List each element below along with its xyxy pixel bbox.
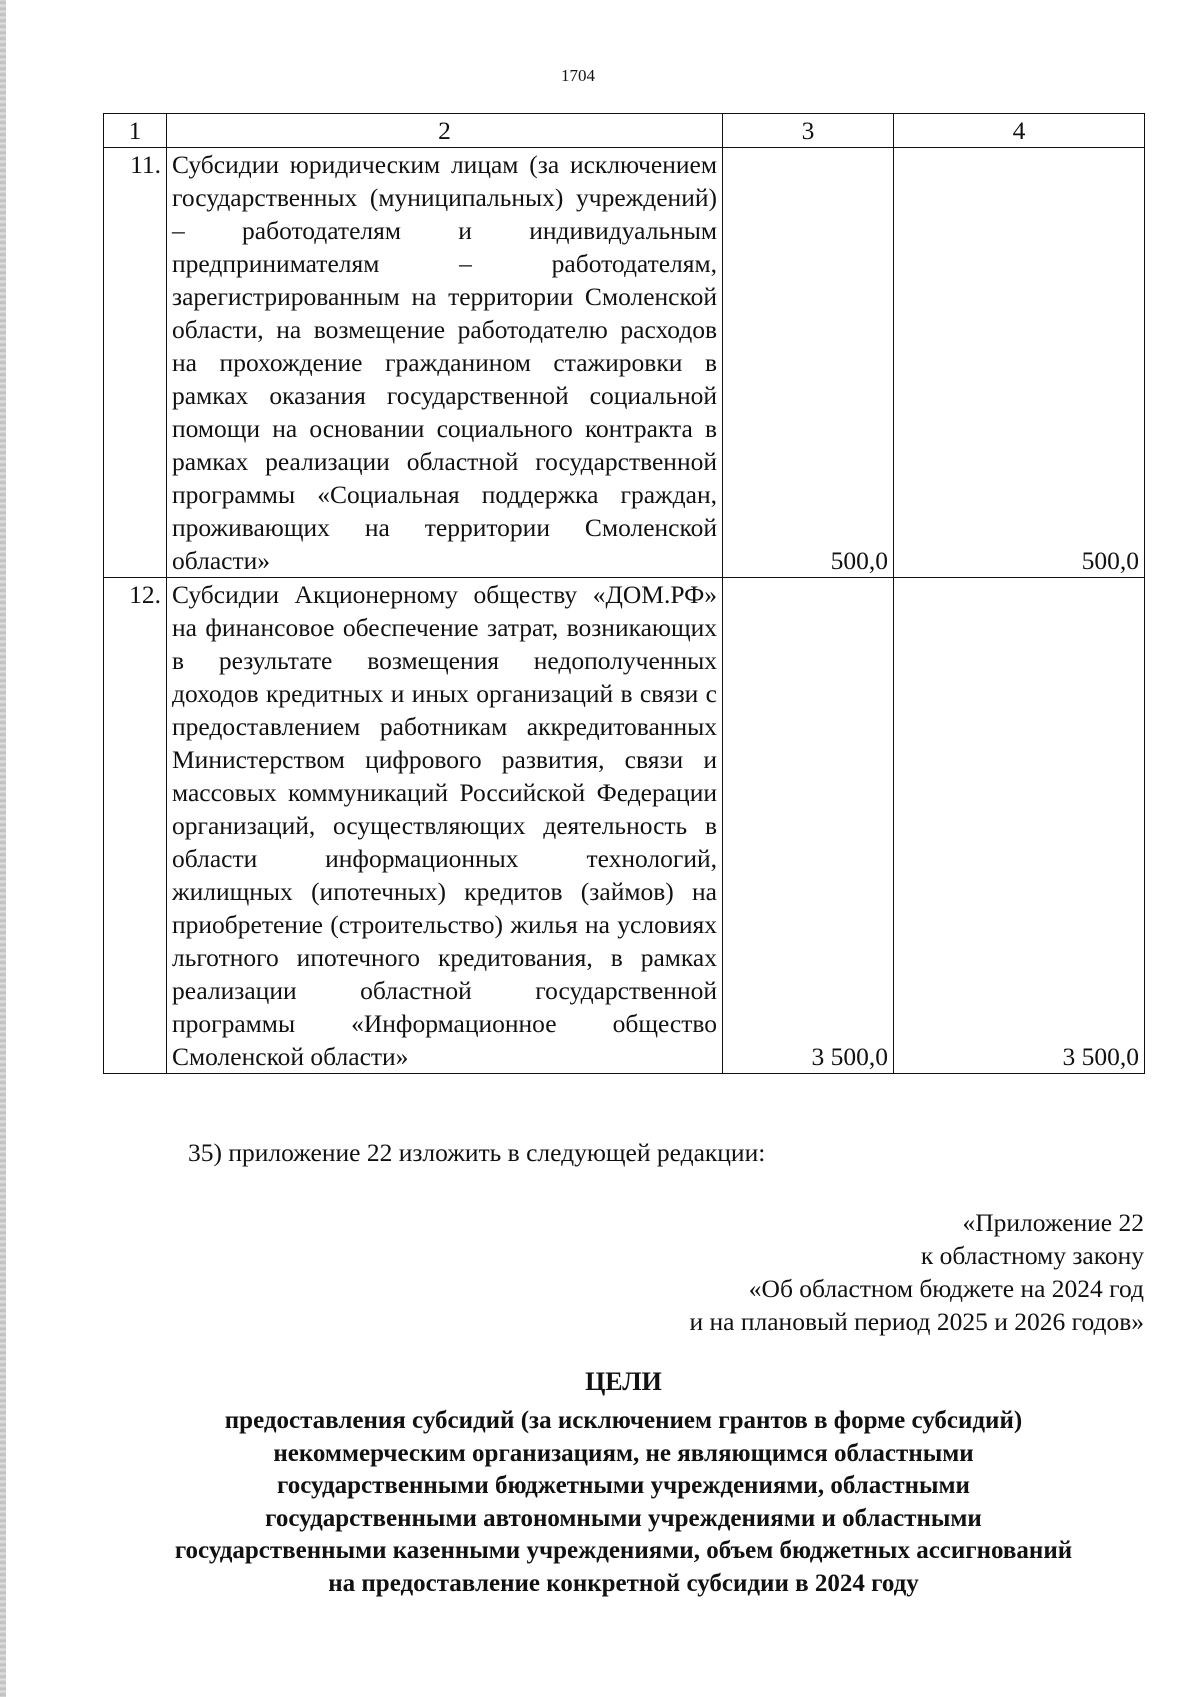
subtitle-line: на предоставление конкретной субсидии в 2024 году <box>328 1569 919 1597</box>
appendix-line: «Об областном бюджете на 2024 год <box>748 1274 1144 1303</box>
subtitle-line: государственными автономными учреждениями и областными <box>265 1504 982 1532</box>
scan-edge <box>0 0 6 1697</box>
table-row <box>104 148 1145 578</box>
column-header-3: 3 <box>723 114 894 148</box>
row-value-col3: 3 500,0 <box>723 578 894 1074</box>
column-header-2: 2 <box>167 114 723 148</box>
appendix-line: к областному закону <box>920 1241 1144 1270</box>
row-value-col3: 500,0 <box>723 148 894 578</box>
row-description: Субсидии юридическим лицам (за исключением государственных (муниципальных) учреждений) – работодателям и индивидуальным предпринимателям – работодателям, зарегистрированным на территории Смоленской области, на возмещение работодателю расходов на прохождение гражданином стажировки в рамках оказания государственной социальной помощи на основании социального контракта в рамках реализации областной государственной программы «Социальная поддержка граждан, проживающих на территории Смоленской области» <box>167 148 723 578</box>
subtitle-line: государственными казенными учреждениями, объем бюджетных ассигнований <box>174 1537 1073 1564</box>
row-number: 12. <box>104 578 167 1074</box>
table-row <box>104 578 1145 1074</box>
table-header-row <box>104 114 1145 148</box>
amendment-instruction: 35) приложение 22 изложить в следующей редакции: <box>188 1138 766 1167</box>
column-header-4: 4 <box>894 114 1145 148</box>
subtitle-line: предоставления субсидий (за исключением грантов в форме субсидий) <box>224 1407 1023 1434</box>
row-description: Субсидии Акционерному обществу «ДОМ.РФ» на финансовое обеспечение затрат, возникающих в результате возмещения недополученных доходов кредитных и иных организаций в связи с предоставлением работникам аккредитованных Министерством цифрового развития, связи и массовых коммуникаций Российской Федерации организаций, осуществляющих деятельность в области информационных технологий, жилищных (ипотечных) кредитов (займов) на приобретение (строительство) жилья на условиях льготного ипотечного кредитования, в рамках реализации областной государственной программы «Информационное общество Смоленской области» <box>167 578 723 1074</box>
appendix-reference <box>690 1206 1145 1338</box>
subsidy-table <box>103 113 1145 1074</box>
appendix-line: «Приложение 22 <box>962 1208 1144 1237</box>
row-value-col4: 3 500,0 <box>894 578 1145 1074</box>
row-number: 11. <box>104 148 167 578</box>
document-title: ЦЕЛИ <box>585 1367 662 1396</box>
subtitle-line: некоммерческим организациям, не являющимся областными <box>273 1439 974 1467</box>
appendix-line: и на плановый период 2025 и 2026 годов» <box>689 1307 1144 1336</box>
row-value-col4: 500,0 <box>894 148 1145 578</box>
page-number: 1704 <box>561 66 595 85</box>
column-header-1: 1 <box>104 114 167 148</box>
document-subtitle <box>103 1405 1144 1600</box>
subtitle-line: государственными бюджетными учреждениями, областными <box>277 1472 970 1499</box>
